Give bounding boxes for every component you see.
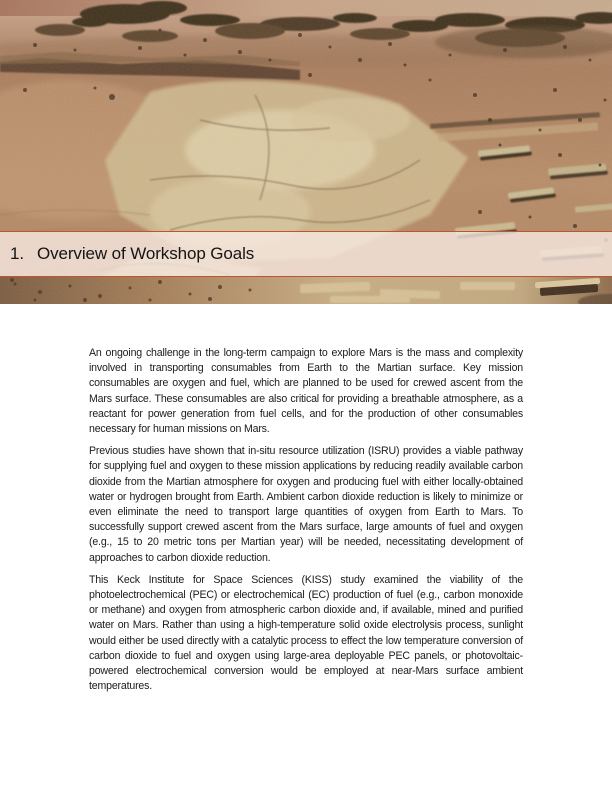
paragraph-2: Previous studies have shown that in-situ resource utilization (ISRU) provides a viable pathway for supplying fuel and oxygen to these mission applications by reducing readily available carbon dioxide from the Martian atmosphere for oxygen and producing fuel with either locally-obtained water or hydrogen brought from Earth. Ambient carbon dioxide reduction is likely to minimize or even eliminate the need to transport large quantities of oxygen from Earth to Mars. To successfully support crewed ascent from the Mars surface, large amounts of fuel and oxygen (e.g., 15 to 20 metric tons per Martian year) will be needed, necessitating development of approaches to carbon dioxide reduction. bbox=[89, 445, 523, 564]
mars-panorama-image bbox=[0, 0, 612, 304]
section-title: Overview of Workshop Goals bbox=[36, 244, 255, 263]
body-text bbox=[89, 346, 523, 701]
paragraph-1: An ongoing challenge in the long-term campaign to explore Mars is the mass and complexity involved in transporting consumables from Earth to the Martian surface. Key mission consumables are oxygen and fuel, which are planned to be used for crewed ascent from the Mars surface. These consumables are also critical for providing a breathable atmosphere, as a reactant for power generation from fuel cells, and for the production of other consumables necessary for human missions on Mars. bbox=[89, 347, 523, 436]
paragraph-3: This Keck Institute for Space Sciences (KISS) study examined the viability of the photoelectrochemical (PEC) or electrochemical (EC) production of fuel (e.g., carbon monoxide or methane) and oxygen from atmospheric carbon dioxide and, if available, mined and purified water on Mars. Rather than using a high-temperature solid oxide electrolysis process, sunlight would either be used directly with a catalytic process to effect the low temperature conversion of carbon dioxide to fuel and oxygen using large-area deployable PEC panels, or photovoltaic-powered electrochemical conversion would be employed at near-Mars surface ambient temperatures. bbox=[89, 573, 523, 693]
section-number: 1. bbox=[10, 244, 24, 263]
section-heading-banner bbox=[0, 231, 612, 277]
